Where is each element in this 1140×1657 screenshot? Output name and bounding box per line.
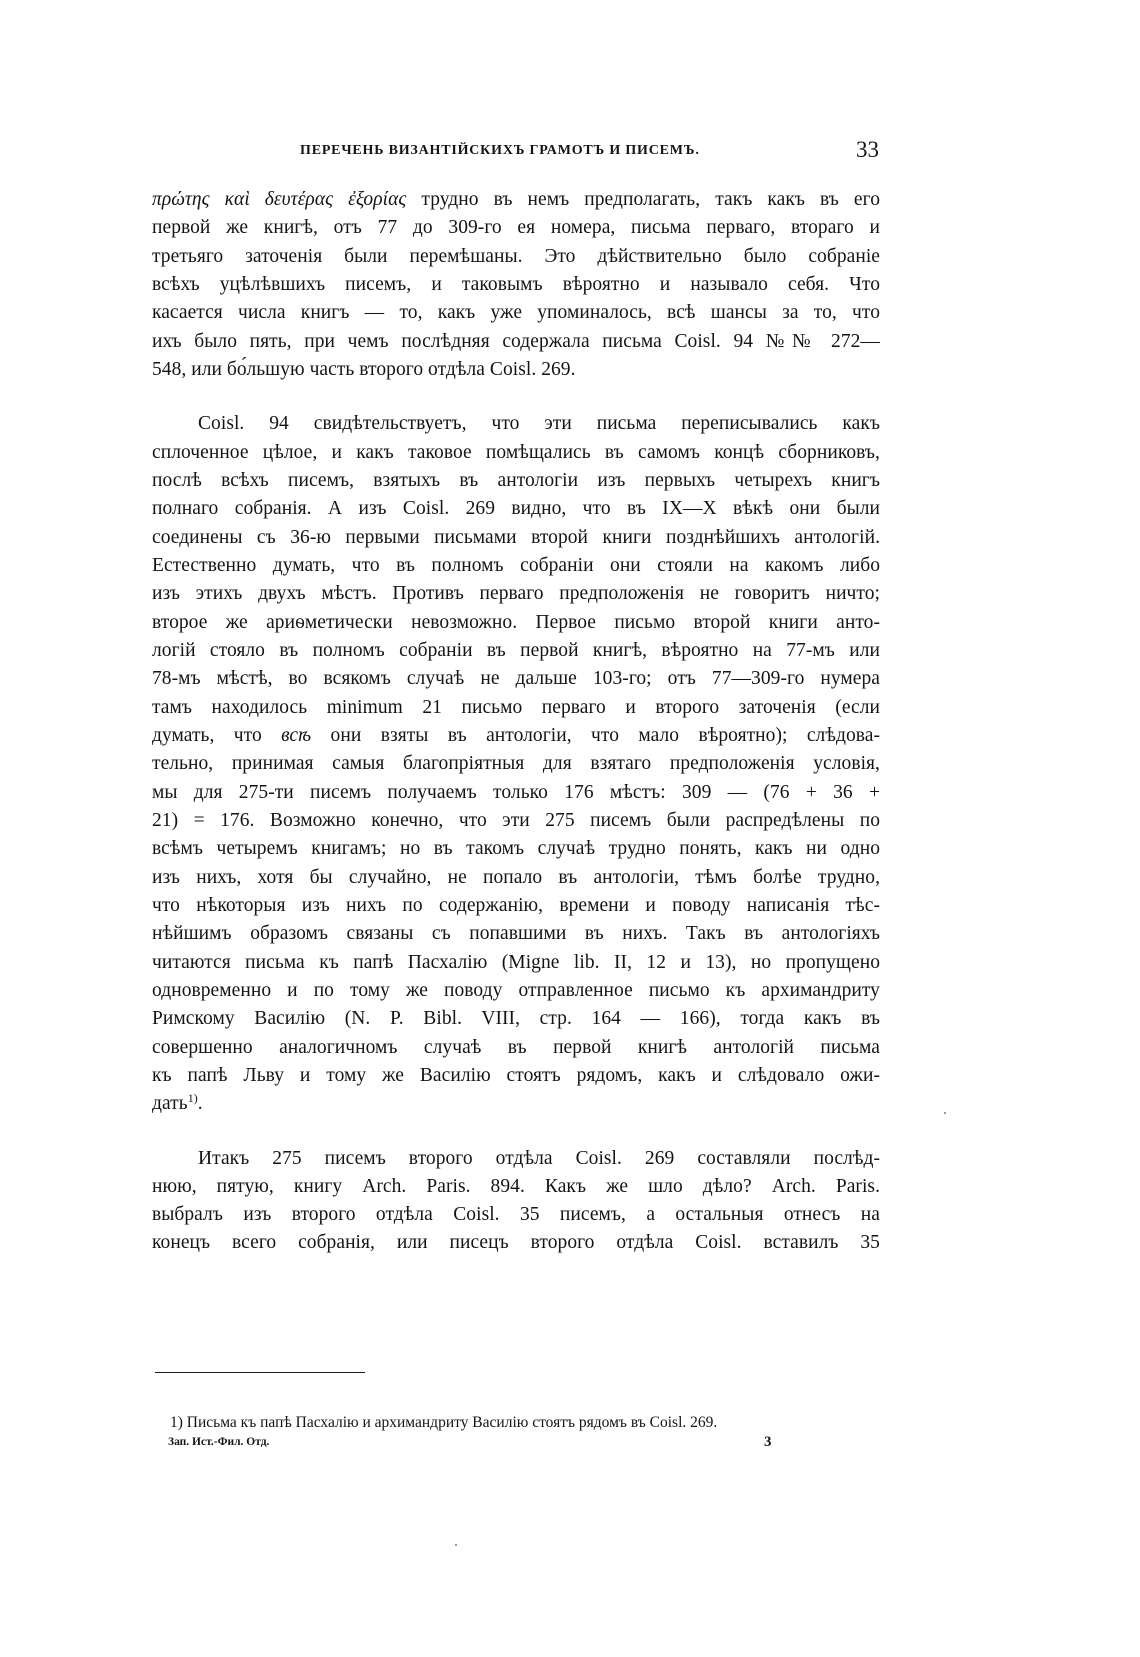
signature-label: Зап. Ист.-Фил. Отд. (168, 1436, 270, 1448)
text-line: Римскому Василію (N. P. Bibl. VIII, стр. 164 — 166), тогда какъ въ (152, 1008, 880, 1030)
paragraph-2 (152, 410, 880, 1118)
text-line: сплоченное цѣлое, и какъ таковое помѣщались въ самомъ концѣ сборниковъ, (152, 441, 880, 463)
text-line: 548, или бо́льшую часть второго отдѣла Coisl. 269. (152, 358, 576, 380)
paragraph-gap (152, 384, 880, 410)
text-line: послѣ всѣхъ писемъ, взятыхъ въ антологіи изъ первыхъ четырехъ книгъ (152, 469, 880, 491)
text-line: второе же ариѳметически невозможно. Первое письмо второй книги анто- (152, 611, 880, 633)
text-line (152, 1090, 880, 1118)
paragraph-gap (152, 1119, 880, 1145)
text-line: соединены съ 36-ю первыми письмами второй книги позднѣйшихъ антологій. (152, 526, 880, 548)
text-line: 78-мъ мѣстѣ, во всякомъ случаѣ не дальше 103-го; отъ 77—309-го нумера (152, 668, 880, 690)
page-number: 33 (856, 137, 879, 162)
paragraph-3 (152, 1145, 880, 1258)
main-text (152, 186, 880, 1258)
footnote-divider (155, 1372, 365, 1373)
text-line: къ папѣ Льву и тому же Василію стоятъ рядомъ, какъ и слѣдовало ожи- (152, 1064, 880, 1086)
text-line: читаются письма къ папѣ Пасхалію (Migne lib. II, 12 и 13), но пропущено (152, 951, 880, 973)
text-line: касается числа книгъ — то, какъ уже упоминалось, всѣ шансы за то, что (152, 302, 880, 324)
text-line: конецъ всего собранія, или писецъ второго отдѣла Coisl. вставилъ 35 (152, 1232, 880, 1254)
text-line: выбралъ изъ второго отдѣла Coisl. 35 писемъ, а остальныя отнесъ на (152, 1204, 880, 1226)
text-line: ихъ было пять, при чемъ послѣдняя содержала письма Coisl. 94 №№ 272— (152, 330, 880, 352)
text-line: одновременно и по тому же поводу отправленное письмо къ архимандриту (152, 979, 880, 1001)
text-line: первой же книгѣ, отъ 77 до 309-го ея номера, письма перваго, втораго и (152, 217, 880, 239)
text-line: Итакъ 275 писемъ второго отдѣла Coisl. 269 составляли послѣд- (198, 1147, 880, 1169)
text-segment: думать, что (152, 724, 282, 746)
text-line: 21) = 176. Возможно конечно, что эти 275 писемъ были распредѣлены по (152, 809, 880, 831)
text-line: логій стояло въ полномъ собраніи въ первой книгѣ, вѣроятно на 77-мъ или (152, 639, 880, 661)
paper-speck (944, 1112, 946, 1114)
footnote: 1) Письма къ папѣ Пасхалію и архимандриту Василію стоятъ рядомъ въ Coisl. 269. (170, 1414, 718, 1431)
emphasis: всѣ (281, 724, 312, 746)
signature-mark: 3 (764, 1434, 772, 1450)
text-line: третьяго заточенія были перемѣшаны. Это дѣйствительно было собраніе (152, 245, 880, 267)
text-segment: они взяты въ антологіи, что мало вѣроятно); слѣдова- (311, 724, 880, 746)
text-line: что нѣкоторыя изъ нихъ по содержанію, времени и поводу написанія тѣс- (152, 894, 880, 916)
text-line: мы для 275-ти писемъ получаемъ только 176 мѣстъ: 309 — (76 + 36 + (152, 781, 880, 803)
paper-speck (455, 1544, 457, 1546)
text-line: нѣйшимъ образомъ связаны съ попавшими въ нихъ. Такъ въ антологіяхъ (152, 923, 880, 945)
text-line: совершенно аналогичномъ случаѣ въ первой книгѣ антологій письма (152, 1036, 880, 1058)
text-line: нюю, пятую, книгу Arch. Paris. 894. Какъ же шло дѣло? Arch. Paris. (152, 1175, 880, 1197)
text-line: тельно, принимая самыя благопріятныя для взятаго предположенія условія, (152, 753, 880, 775)
text-line: полнаго собранія. А изъ Coisl. 269 видно, что въ IX—X вѣкѣ они были (152, 498, 880, 520)
text-line: Естественно думать, что въ полномъ собраніи они стояли на какомъ либо (152, 554, 880, 576)
text-segment: дать (152, 1093, 188, 1115)
footnote-reference[interactable]: 1) (187, 1091, 198, 1106)
text-line: всѣхъ уцѣлѣвшихъ писемъ, и таковымъ вѣроятно и называло себя. Что (152, 273, 880, 295)
text-line (152, 186, 880, 214)
printer-signature (168, 1436, 788, 1456)
greek-phrase: πρώτης καὶ δευτέρας ἐξορίας (152, 189, 407, 210)
text-line: всѣмъ четыремъ книгамъ; но въ такомъ случаѣ трудно понять, какъ ни одно (152, 838, 880, 860)
running-title: ПЕРЕЧЕНЬ ВИЗАНТІЙСКИХЪ ГРАМОТЪ И ПИСЕМЪ. (300, 143, 700, 158)
text-segment: . (197, 1093, 203, 1115)
text-line: изъ этихъ двухъ мѣстъ. Противъ перваго предположенія не говоритъ ничто; (152, 583, 880, 605)
text-segment: трудно въ немъ предполагать, такъ какъ въ его (406, 189, 880, 210)
paragraph-1 (152, 186, 880, 384)
text-line (152, 722, 880, 750)
text-line: изъ нихъ, хотя бы случайно, не попало въ антологіи, тѣмъ болѣе трудно, (152, 866, 880, 888)
text-line: Coisl. 94 свидѣтельствуетъ, что эти письма переписывались какъ (198, 413, 880, 435)
text-line: тамъ находилось minimum 21 письмо перваго и второго заточенія (если (152, 696, 880, 718)
